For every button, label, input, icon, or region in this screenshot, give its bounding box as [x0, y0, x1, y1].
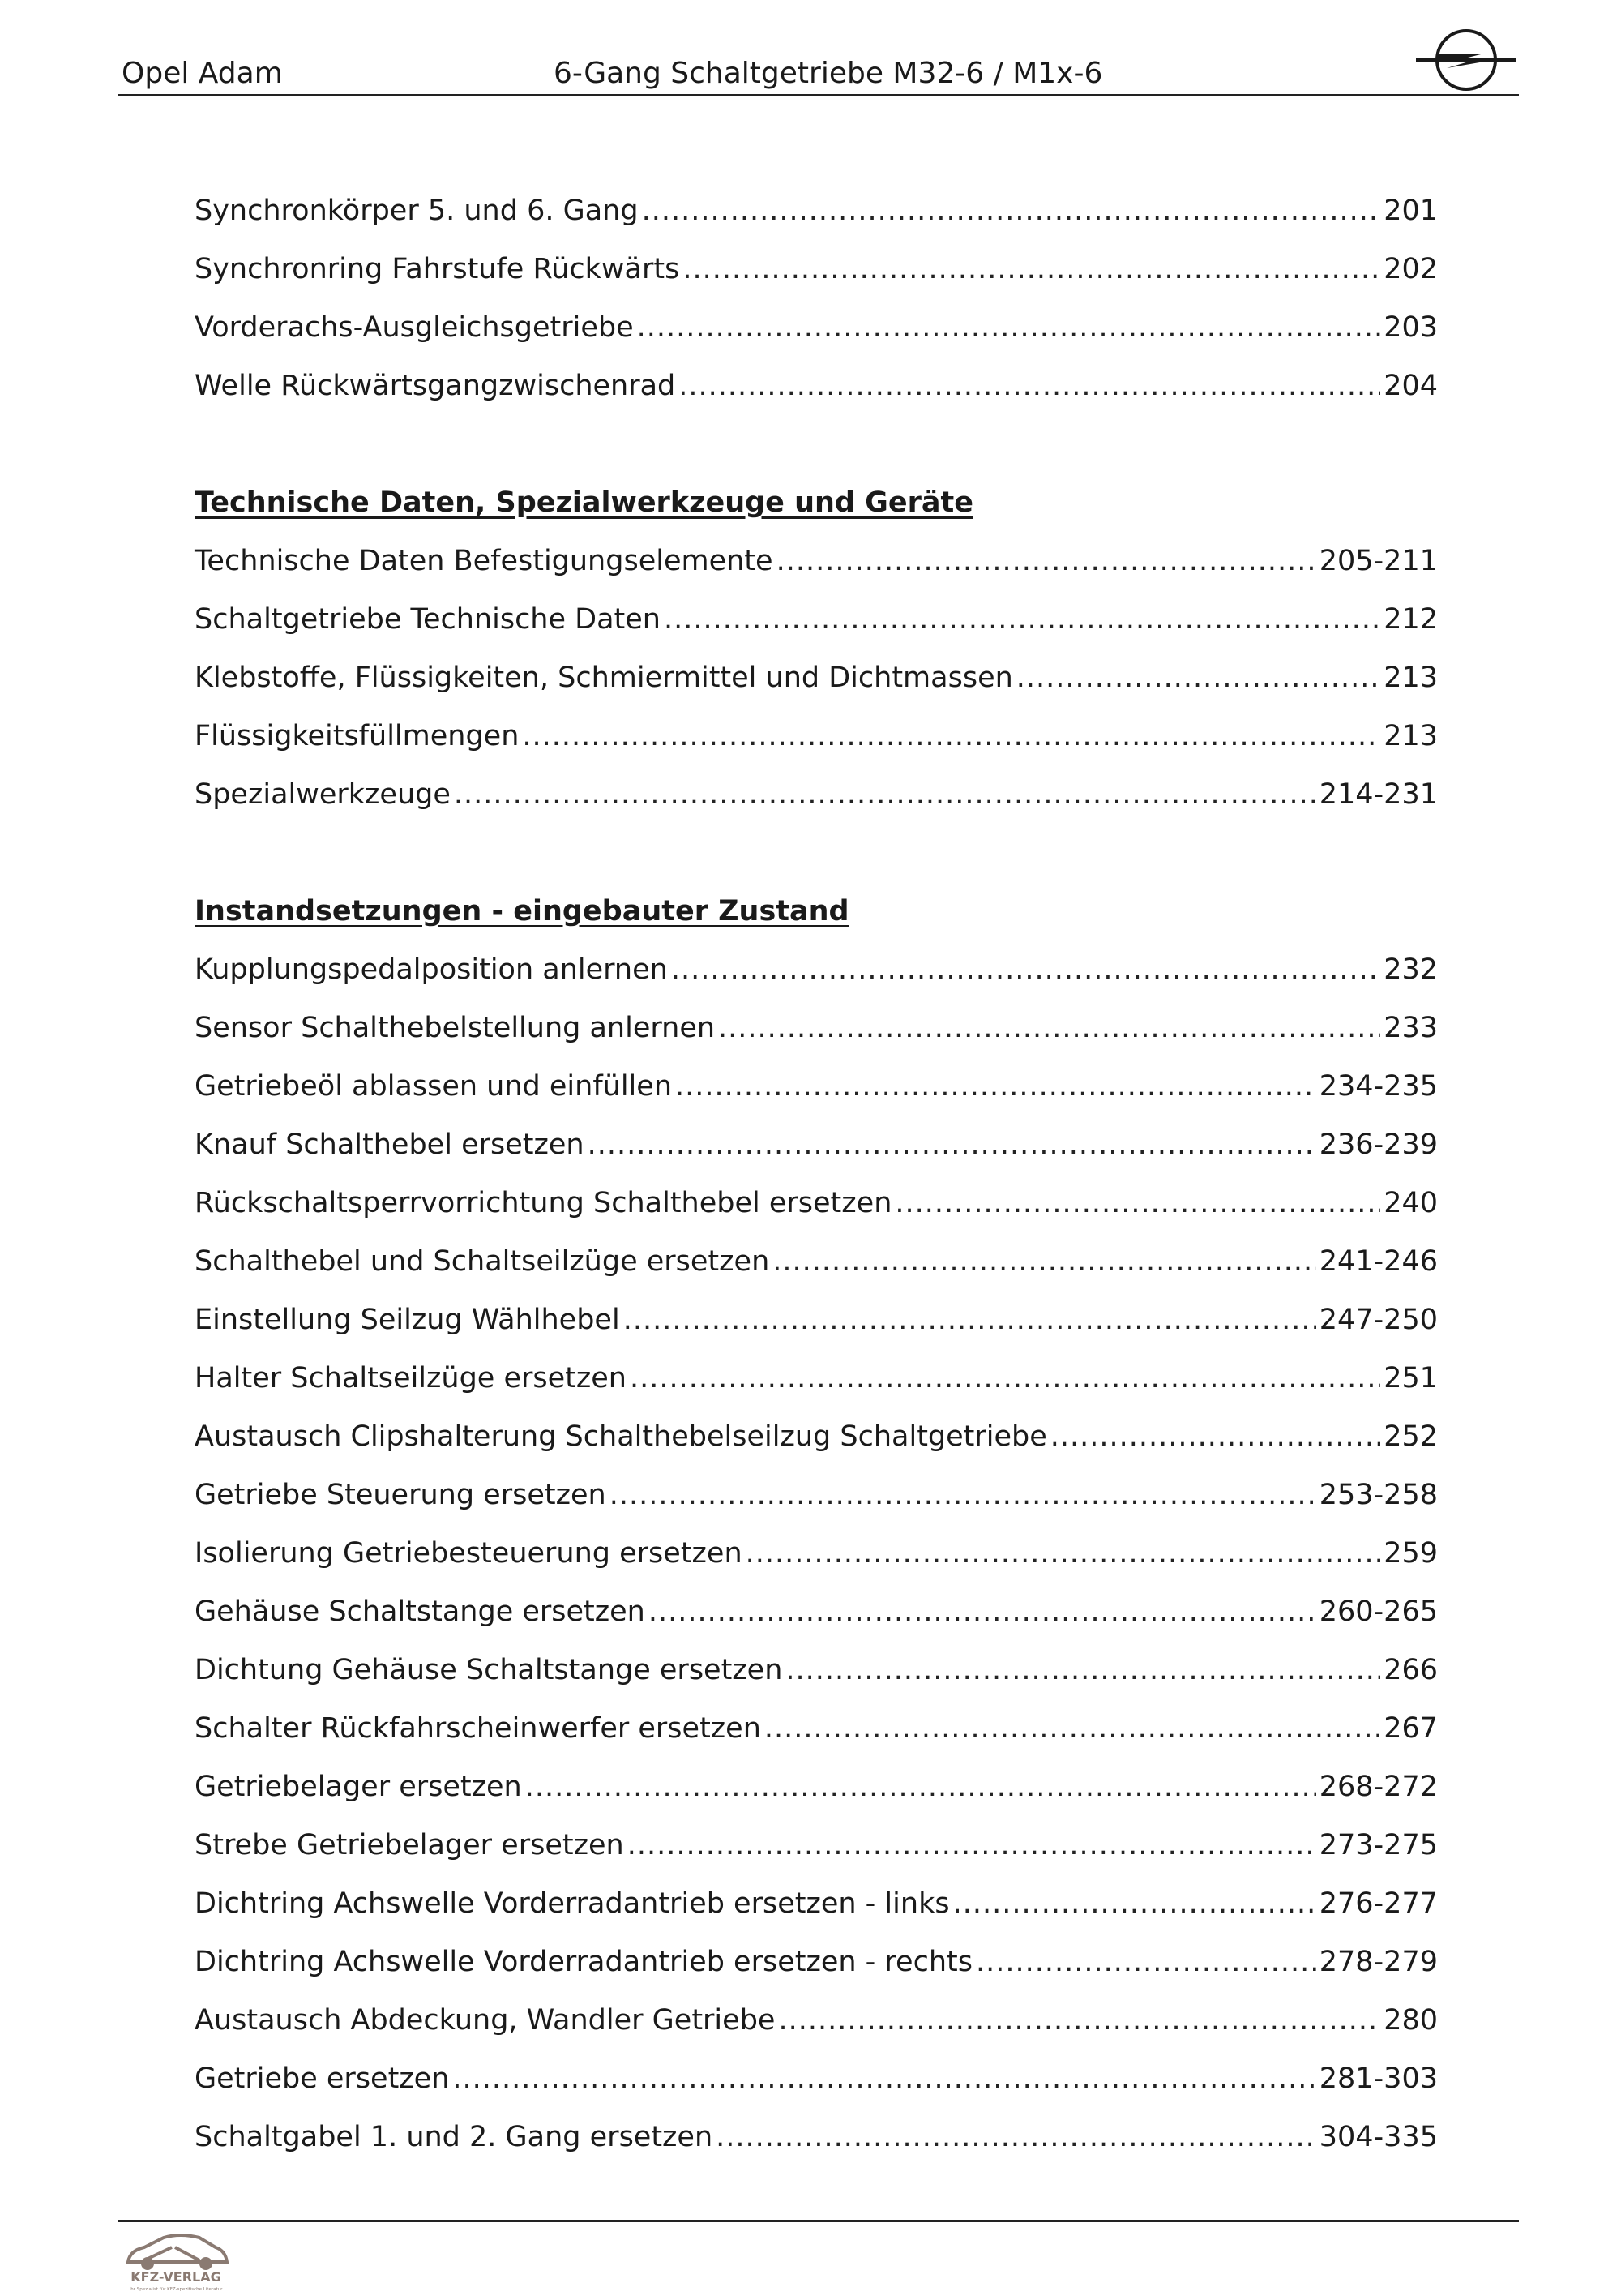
- toc-dot-leader: [452, 2059, 1315, 2098]
- footer-divider: [118, 2220, 1519, 2222]
- table-of-contents: [195, 191, 1438, 2176]
- toc-page-number: 233: [1384, 1012, 1438, 1044]
- toc-entry: [195, 658, 1438, 717]
- toc-entry: [195, 1242, 1438, 1300]
- toc-entry: [195, 308, 1438, 366]
- toc-entry: [195, 1534, 1438, 1592]
- toc-entry: [195, 950, 1438, 1009]
- toc-entry-title: Knauf Schalthebel ersetzen: [195, 1129, 584, 1161]
- toc-page-number: 201: [1384, 195, 1438, 227]
- toc-page-number: 213: [1384, 662, 1438, 694]
- toc-dot-leader: [718, 1009, 1380, 1047]
- toc-entry: [195, 717, 1438, 775]
- toc-dot-leader: [772, 1242, 1316, 1281]
- toc-entry-title: Welle Rückwärtsgangzwischenrad: [195, 370, 676, 402]
- toc-dot-leader: [746, 1534, 1381, 1573]
- toc-entry: [195, 775, 1438, 833]
- toc-page-number: 278-279: [1319, 1946, 1438, 1978]
- toc-entry-title: Getriebe Steuerung ersetzen: [195, 1479, 606, 1511]
- toc-page-number: 236-239: [1319, 1129, 1438, 1161]
- toc-entry-title: Schalthebel und Schaltseilzüge ersetzen: [195, 1245, 770, 1278]
- toc-entry-title: Vorderachs-Ausgleichsgetriebe: [195, 311, 634, 344]
- toc-entry-title: Strebe Getriebelager ersetzen: [195, 1829, 624, 1861]
- toc-dot-leader: [764, 1709, 1380, 1748]
- toc-page-number: 253-258: [1319, 1479, 1438, 1511]
- toc-dot-leader: [678, 366, 1380, 405]
- toc-entry: [195, 250, 1438, 308]
- toc-page-number: 202: [1384, 253, 1438, 285]
- toc-entry: [195, 191, 1438, 250]
- toc-entry: [195, 2118, 1438, 2176]
- toc-entry-title: Klebstoffe, Flüssigkeiten, Schmiermittel und Dichtmassen: [195, 662, 1013, 694]
- toc-entry: [195, 1651, 1438, 1709]
- toc-dot-leader: [976, 1943, 1316, 1981]
- toc-entry: [195, 1709, 1438, 1767]
- toc-page-number: 241-246: [1319, 1245, 1438, 1278]
- toc-entry-title: Dichtring Achswelle Vorderradantrieb ersetzen - rechts: [195, 1946, 973, 1978]
- toc-entry-title: Technische Daten Befestigungselemente: [195, 545, 773, 577]
- toc-entry: [195, 1184, 1438, 1242]
- toc-dot-leader: [637, 308, 1381, 347]
- toc-dot-leader: [716, 2118, 1316, 2157]
- toc-entry: [195, 1067, 1438, 1125]
- toc-entry-title: Einstellung Seilzug Wählhebel: [195, 1304, 620, 1336]
- toc-entry: [195, 1592, 1438, 1651]
- toc-page-number: 204: [1384, 370, 1438, 402]
- toc-dot-leader: [522, 717, 1380, 756]
- toc-dot-leader: [648, 1592, 1316, 1631]
- toc-entry-title: Schaltgetriebe Technische Daten: [195, 603, 661, 636]
- section-heading: Technische Daten, Spezialwerkzeuge und Geräte: [195, 486, 973, 519]
- toc-entry: [195, 1125, 1438, 1184]
- kfz-verlag-car-logo-icon: [115, 2228, 237, 2293]
- toc-dot-leader: [671, 950, 1380, 989]
- toc-entry: [195, 1300, 1438, 1359]
- toc-entry-title: Getriebeöl ablassen und einfüllen: [195, 1070, 673, 1103]
- toc-dot-leader: [776, 542, 1316, 580]
- header-document-title: Opel Adam: [122, 57, 283, 90]
- toc-page-number: 240: [1384, 1187, 1438, 1219]
- toc-page-number: 259: [1384, 1537, 1438, 1570]
- toc-entry: [195, 1417, 1438, 1476]
- toc-entry-title: Synchronring Fahrstufe Rückwärts: [195, 253, 680, 285]
- toc-page-number: 214-231: [1319, 778, 1438, 811]
- toc-entry: [195, 366, 1438, 425]
- toc-dot-leader: [630, 1359, 1380, 1398]
- toc-entry-title: Austausch Clipshalterung Schalthebelseilzug Schaltgetriebe: [195, 1420, 1047, 1453]
- toc-entry-title: Austausch Abdeckung, Wandler Getriebe: [195, 2004, 776, 2037]
- toc-page-number: 267: [1384, 1712, 1438, 1745]
- toc-dot-leader: [1016, 658, 1380, 697]
- toc-dot-leader: [778, 2001, 1380, 2040]
- toc-entry-title: Synchronkörper 5. und 6. Gang: [195, 195, 639, 227]
- toc-page-number: 268-272: [1319, 1771, 1438, 1803]
- toc-dot-leader: [895, 1184, 1380, 1223]
- toc-dot-leader: [642, 191, 1381, 230]
- toc-page-number: 234-235: [1319, 1070, 1438, 1103]
- toc-entry-title: Dichtring Achswelle Vorderradantrieb ersetzen - links: [195, 1887, 950, 1920]
- toc-page-number: 252: [1384, 1420, 1438, 1453]
- toc-entry-title: Dichtung Gehäuse Schaltstange ersetzen: [195, 1654, 783, 1686]
- toc-entry-title: Spezialwerkzeuge: [195, 778, 451, 811]
- section-spacer: [195, 425, 1438, 483]
- toc-dot-leader: [682, 250, 1380, 289]
- toc-entry: [195, 1476, 1438, 1534]
- toc-dot-leader: [785, 1651, 1380, 1690]
- toc-entry-title: Kupplungspedalposition anlernen: [195, 953, 668, 986]
- toc-entry-title: Schalter Rückfahrscheinwerfer ersetzen: [195, 1712, 761, 1745]
- toc-entry: [195, 1826, 1438, 1884]
- toc-page-number: 260-265: [1319, 1596, 1438, 1628]
- toc-page-number: 212: [1384, 603, 1438, 636]
- toc-dot-leader: [525, 1767, 1316, 1806]
- toc-page-number: 205-211: [1319, 545, 1438, 577]
- toc-entry-title: Schaltgabel 1. und 2. Gang ersetzen: [195, 2121, 713, 2153]
- svg-text:KFZ-VERLAG: KFZ-VERLAG: [130, 2269, 221, 2285]
- toc-page-number: 213: [1384, 720, 1438, 752]
- toc-entry-title: Sensor Schalthebelstellung anlernen: [195, 1012, 716, 1044]
- toc-dot-leader: [623, 1300, 1316, 1339]
- toc-page-number: 273-275: [1319, 1829, 1438, 1861]
- toc-page-number: 251: [1384, 1362, 1438, 1394]
- toc-entry: [195, 2001, 1438, 2059]
- toc-dot-leader: [1050, 1417, 1380, 1456]
- toc-entry: [195, 1884, 1438, 1943]
- toc-entry-title: Isolierung Getriebesteuerung ersetzen: [195, 1537, 742, 1570]
- toc-dot-leader: [454, 775, 1316, 814]
- toc-dot-leader: [627, 1826, 1316, 1865]
- toc-entry-title: Getriebelager ersetzen: [195, 1771, 522, 1803]
- toc-dot-leader: [664, 600, 1380, 639]
- toc-entry: [195, 1009, 1438, 1067]
- toc-entry: [195, 1767, 1438, 1826]
- toc-entry: [195, 542, 1438, 600]
- svg-text:Ihr Spezialist für KFZ-spezifi: Ihr Spezialist für KFZ-spezifische Literatur: [129, 2287, 223, 2292]
- toc-entry-title: Rückschaltsperrvorrichtung Schalthebel ersetzen: [195, 1187, 892, 1219]
- toc-dot-leader: [953, 1884, 1316, 1923]
- toc-page-number: 281-303: [1319, 2063, 1438, 2095]
- toc-page-number: 276-277: [1319, 1887, 1438, 1920]
- header-manual-subtitle: 6-Gang Schaltgetriebe M32-6 / M1x-6: [554, 57, 1103, 90]
- toc-page-number: 304-335: [1319, 2121, 1438, 2153]
- toc-dot-leader: [588, 1125, 1316, 1164]
- header-divider: [118, 94, 1519, 96]
- toc-entry: [195, 2059, 1438, 2118]
- toc-entry: [195, 1943, 1438, 2001]
- toc-page-number: 247-250: [1319, 1304, 1438, 1336]
- section-spacer: [195, 833, 1438, 892]
- toc-dot-leader: [609, 1476, 1316, 1514]
- toc-entry-title: Flüssigkeitsfüllmengen: [195, 720, 520, 752]
- opel-logo-icon: [1414, 26, 1518, 94]
- toc-page-number: 232: [1384, 953, 1438, 986]
- toc-page-number: 280: [1384, 2004, 1438, 2037]
- toc-entry-title: Gehäuse Schaltstange ersetzen: [195, 1596, 645, 1628]
- toc-entry-title: Getriebe ersetzen: [195, 2063, 450, 2095]
- toc-page-number: 266: [1384, 1654, 1438, 1686]
- toc-page-number: 203: [1384, 311, 1438, 344]
- toc-dot-leader: [675, 1067, 1316, 1106]
- toc-entry: [195, 1359, 1438, 1417]
- toc-entry-title: Halter Schaltseilzüge ersetzen: [195, 1362, 627, 1394]
- section-heading: Instandsetzungen - eingebauter Zustand: [195, 895, 849, 927]
- toc-entry: [195, 600, 1438, 658]
